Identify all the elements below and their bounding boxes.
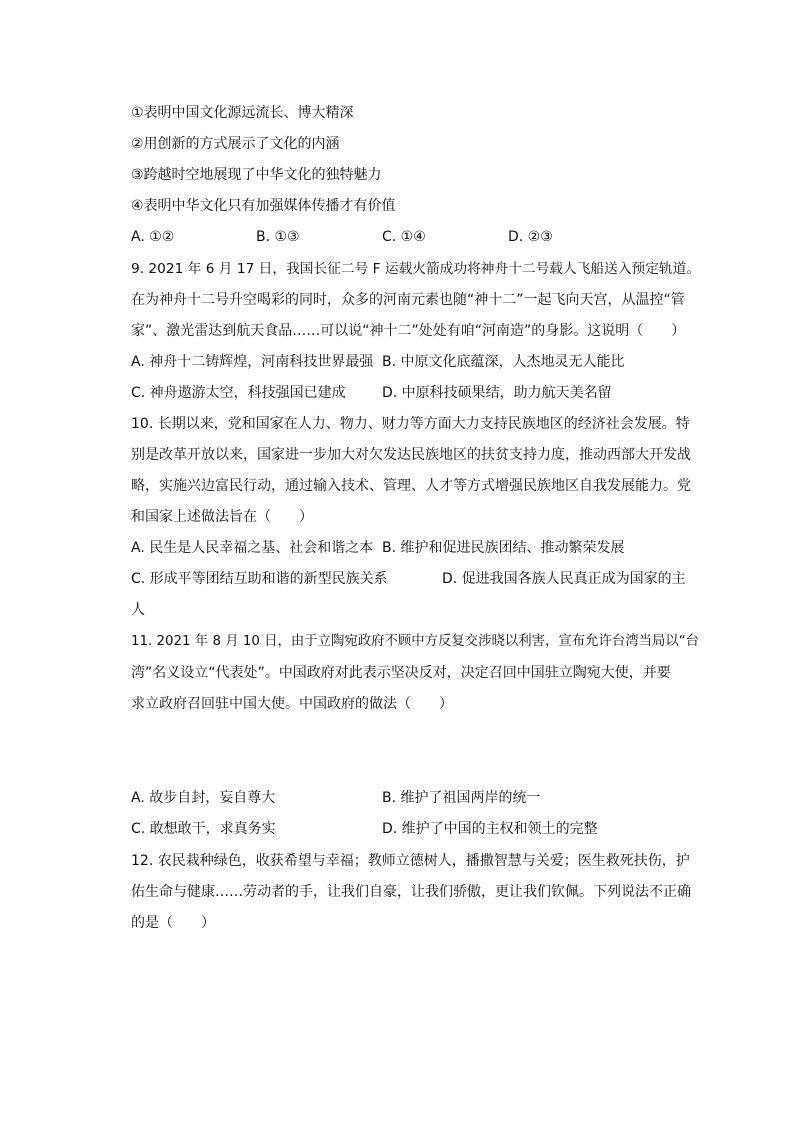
q9-option-d[interactable]: D. 中原科技硕果结，助力航天美名留: [382, 385, 612, 401]
q9-option-a[interactable]: A. 神舟十二铸辉煌，河南科技世界最强: [131, 354, 374, 370]
q12-stem-line-1: 12. 农民栽种绿色，收获希望与幸福；教师立德树人，播撒智慧与关爱；医生救死扶伤，护: [131, 853, 690, 869]
q11-option-c[interactable]: C. 敢想敢干，求真务实: [131, 821, 276, 837]
q11-stem-line-3: 求立政府召回驻中国大使。中国政府的做法（ ）: [131, 696, 453, 712]
q9-option-c[interactable]: C. 神舟遨游太空，科技强国已建成: [131, 385, 346, 401]
q10-stem-line-2: 别是改革开放以来，国家进一步加大对欠发达民族地区的扶贫支持力度，推动西部大开发战: [131, 447, 691, 463]
q10-stem-line-1: 10. 长期以来，党和国家在人力、物力、财力等方面大力支持民族地区的经济社会发展。特: [131, 416, 690, 432]
q11-stem-line-1: 11. 2021 年 8 月 10 日，由于立陶宛政府不顾中方反复交涉晓以利害，宣布允许台湾当局以“台: [131, 634, 700, 649]
q10-option-d-wrap: 人: [131, 602, 145, 618]
q10-option-c[interactable]: C. 形成平等团结互助和谐的新型民族关系: [131, 571, 388, 587]
q8-option-c[interactable]: C. ①④: [382, 229, 426, 245]
q12-stem-line-2: 佑生命与健康……劳动者的手，让我们自豪，让我们骄傲，更让我们钦佩。下列说法不正确: [131, 884, 691, 900]
q8-option-b[interactable]: B. ①③: [256, 229, 300, 245]
q10-option-b[interactable]: B. 维护和促进民族团结、推动繁荣发展: [382, 540, 625, 556]
q8-statement-1: ①表明中国文化源远流长、博大精深: [131, 105, 354, 121]
q11-option-a[interactable]: A. 故步自封，妄自尊大: [131, 790, 276, 806]
q9-stem-line-3: 家”、激光雷达到航天食品……可以说“神十二”处处有咱“河南造”的身影。这说明（ ）: [131, 323, 686, 339]
q10-stem-line-3: 略，实施兴边富民行动，通过输入技术、管理、人才等方式增强民族地区自我发展能力。党: [131, 478, 691, 494]
q10-stem-line-4: 和国家上述做法旨在（ ）: [131, 509, 313, 525]
q12-stem-line-3: 的是（ ）: [131, 915, 215, 931]
q11-stem-line-2: 湾”名义设立“代表处”。中国政府对此表示坚决反对，决定召回中国驻立陶宛大使，并要: [131, 665, 671, 681]
q8-statement-2: ②用创新的方式展示了文化的内涵: [131, 136, 340, 152]
q9-stem-line-2: 在为神舟十二号升空喝彩的同时，众多的河南元素也随“神十二”一起飞向天宫，从温控“管: [131, 292, 685, 308]
q11-option-d[interactable]: D. 维护了中国的主权和领土的完整: [382, 821, 598, 837]
q8-option-a[interactable]: A. ①②: [131, 229, 175, 245]
q9-stem-line-1: 9. 2021 年 6 月 17 日，我国长征二号 F 运载火箭成功将神舟十二号载人飞船送入预定轨道。: [131, 261, 701, 277]
q11-option-b[interactable]: B. 维护了祖国两岸的统一: [382, 790, 541, 806]
q10-option-a[interactable]: A. 民生是人民幸福之基、社会和谐之本: [131, 540, 374, 556]
q8-statement-4: ④表明中华文化只有加强媒体传播才有价值: [131, 198, 396, 214]
q8-option-d[interactable]: D. ②③: [508, 229, 553, 245]
q8-statement-3: ③跨越时空地展现了中华文化的独特魅力: [131, 167, 382, 183]
q10-option-d[interactable]: D. 促进我国各族人民真正成为国家的主: [442, 571, 686, 587]
q9-option-b[interactable]: B. 中原文化底蕴深，人杰地灵无人能比: [382, 354, 625, 370]
